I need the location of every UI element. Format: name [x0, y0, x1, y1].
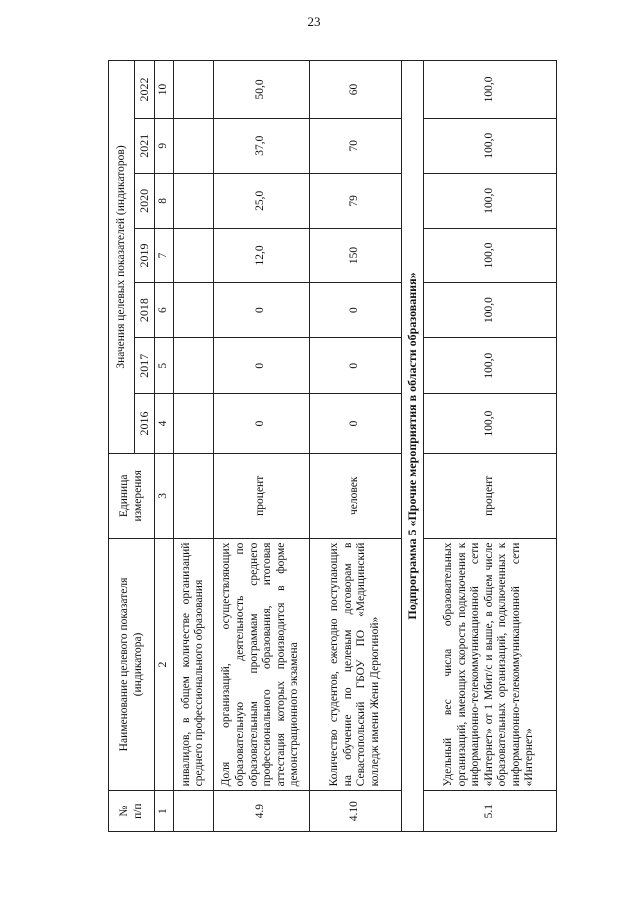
row-unit: процент [423, 454, 556, 539]
row-value: 0 [213, 338, 309, 394]
row-value: 100,0 [423, 173, 556, 229]
year-2016: 2016 [135, 394, 155, 454]
colnum-4: 4 [155, 394, 174, 454]
row-num: 4.9 [213, 791, 309, 832]
year-2019: 2019 [135, 229, 155, 283]
table-row [309, 61, 401, 832]
row-num: 4.10 [309, 791, 401, 832]
header-num [109, 791, 155, 832]
colnum-9: 9 [155, 118, 174, 173]
colnum-8: 8 [155, 173, 174, 229]
row-value: 100,0 [423, 229, 556, 283]
header-values-group: Значения целевых показателей (индикаторов) [109, 61, 135, 454]
row-name: Количество студентов, ежегодно поступающих на обучение по целевым договорам в Севастопольский ГБОУ ПО «Медицинский колледж имени Жени Дерюгиной» [309, 538, 401, 791]
header-unit-text: Единица измерения [117, 470, 144, 522]
row-name: Удельный вес числа образовательных организаций, имеющих скорость подключения к информационно-телекоммуникационной сети «Интернет» от 1 Мбит/с и выше, в общем числе образовательных организаций, подключенных к информационно-телекоммуникационной сети «Интернет» [423, 538, 556, 791]
colnum-10: 10 [155, 61, 174, 119]
row-value: 12,0 [213, 229, 309, 283]
year-2017: 2017 [135, 338, 155, 394]
year-2020: 2020 [135, 173, 155, 229]
header-name [109, 538, 155, 791]
row-value: 79 [309, 173, 401, 229]
year-2018: 2018 [135, 282, 155, 338]
subprogram-title: Подпрограмма 5 «Прочие мероприятия в области образования» [401, 61, 423, 832]
row-value: 0 [309, 394, 401, 454]
row-cont-v4 [173, 229, 213, 283]
row-cont-v5 [173, 173, 213, 229]
row-cont-v7 [173, 61, 213, 119]
row-value: 100,0 [423, 338, 556, 394]
table-row [213, 61, 309, 832]
row-value: 50,0 [213, 61, 309, 119]
colnum-2: 2 [155, 538, 174, 791]
colnum-7: 7 [155, 229, 174, 283]
row-value: 100,0 [423, 118, 556, 173]
year-2022: 2022 [135, 61, 155, 119]
row-value: 60 [309, 61, 401, 119]
header-num-text: № п/п [117, 803, 144, 819]
row-unit: процент [213, 454, 309, 539]
row-value: 100,0 [423, 394, 556, 454]
table-row [173, 61, 213, 832]
year-2021: 2021 [135, 118, 155, 173]
row-num: 5.1 [423, 791, 556, 832]
row-cont-v6 [173, 118, 213, 173]
page-number: 23 [307, 14, 321, 29]
row-name: Доля организаций, осуществляющих образовательную деятельность по образовательным программам среднего профессионального образования, итоговая аттестация которых производится в форме демонстрационного экзамена [213, 538, 309, 791]
row-cont-v2 [173, 338, 213, 394]
row-value: 150 [309, 229, 401, 283]
row-cont-num [173, 791, 213, 832]
header-unit [109, 454, 155, 539]
row-value: 0 [213, 394, 309, 454]
colnum-1: 1 [155, 791, 174, 832]
table-row [423, 61, 556, 832]
row-value: 25,0 [213, 173, 309, 229]
rotated-table-container [108, 60, 555, 832]
row-cont-v3 [173, 282, 213, 338]
header-name-text: Наименование целевого показателя (индикатора) [117, 577, 144, 752]
row-value: 100,0 [423, 282, 556, 338]
row-cont-name: инвалидов, в общем количестве организаций среднего профессионального образования [173, 538, 213, 791]
colnum-3: 3 [155, 454, 174, 539]
row-cont-v1 [173, 394, 213, 454]
row-value: 0 [309, 282, 401, 338]
row-value: 100,0 [423, 61, 556, 119]
indicators-table [108, 60, 557, 832]
row-unit: человек [309, 454, 401, 539]
row-value: 0 [309, 338, 401, 394]
colnum-5: 5 [155, 338, 174, 394]
colnum-6: 6 [155, 282, 174, 338]
row-value: 70 [309, 118, 401, 173]
row-cont-unit [173, 454, 213, 539]
row-value: 37,0 [213, 118, 309, 173]
row-value: 0 [213, 282, 309, 338]
